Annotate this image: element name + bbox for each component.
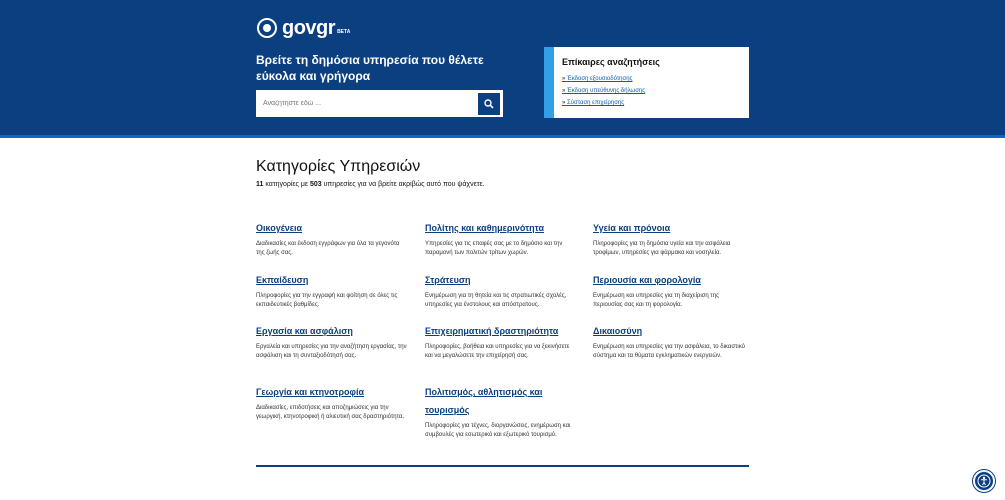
category-card — [256, 382, 408, 422]
category-link-justice[interactable]: Δικαιοσύνη — [593, 326, 643, 336]
category-description: Ενημέρωση για τη θητεία και τις στρατιωτικές σχολές, υπηρεσίες για ένστολους και απόστρατους. — [425, 293, 567, 308]
category-card — [256, 218, 408, 258]
section-divider — [256, 465, 749, 467]
category-link-citizen[interactable]: Πολίτης και καθημερινότητα — [425, 223, 544, 233]
category-card — [425, 218, 577, 258]
category-link-culture[interactable]: Πολιτισμός, αθλητισμός και τουρισμός — [425, 387, 543, 415]
hero-title — [256, 52, 486, 84]
category-description: Διαδικασίες και έκδοση εγγράφων για όλα τα γεγονότα της ζωής σας. — [256, 241, 400, 256]
category-description: Ενημέρωση και υπηρεσίες για τη διαχείριση της περιουσίας σας και τη φορολογία. — [593, 293, 719, 308]
trending-link-business-setup[interactable]: » Σύσταση επιχείρησης — [562, 97, 741, 109]
category-link-property-tax[interactable]: Περιουσία και φορολογία — [593, 275, 701, 285]
category-description: Διαδικασίες, επιδοτήσεις και αποζημιώσεις για την γεωργική, κτηνοτροφική ή αλιευτική σας δραστηριότητα. — [256, 405, 405, 420]
category-card — [256, 321, 408, 361]
category-link-military[interactable]: Στράτευση — [425, 275, 471, 285]
category-card — [593, 270, 745, 310]
category-description: Ενημέρωση και υπηρεσίες για την ασφάλεια, το δικαστικό σύστημα και τα θύματα εγκληματικών ενεργειών. — [593, 344, 745, 359]
category-card — [593, 321, 745, 361]
category-description: Πληροφορίες για τη δημόσια υγεία και την ασφάλεια τροφίμων, υπηρεσίες για φάρμακα και νοσηλεία. — [593, 241, 731, 256]
search-box — [256, 90, 503, 117]
accessibility-button[interactable] — [973, 470, 995, 492]
category-link-employment[interactable]: Εργασία και ασφάλιση — [256, 326, 353, 336]
category-description: Εργαλεία και υπηρεσίες για την αναζήτηση εργασίας, την ασφάλιση και τη συνταξιοδότησή σας. — [256, 344, 407, 359]
accessibility-icon — [977, 474, 991, 488]
category-link-agriculture[interactable]: Γεωργία και κτηνοτροφία — [256, 387, 364, 397]
trending-link-solemn-declaration[interactable]: » Έκδοση υπεύθυνης δήλωσης — [562, 85, 741, 97]
trending-title: Επίκαιρες αναζητήσεις — [562, 57, 660, 67]
category-link-education[interactable]: Εκπαίδευση — [256, 275, 309, 285]
logo-text: govgr — [282, 16, 336, 39]
hero-title-strong2: γρήγορα — [319, 69, 371, 83]
subtitle-part1: κατηγορίες με — [263, 181, 310, 188]
section-subtitle — [256, 181, 750, 188]
category-link-health[interactable]: Υγεία και πρόνοια — [593, 223, 671, 233]
category-link-business[interactable]: Επιχειρηματική δραστηριότητα — [425, 326, 559, 336]
category-link-family[interactable]: Οικογένεια — [256, 223, 303, 233]
search-button[interactable] — [478, 93, 500, 115]
section-title: Κατηγορίες Υπηρεσιών — [256, 158, 421, 175]
emblem-icon — [257, 18, 277, 38]
category-count: 11 — [256, 181, 264, 188]
hero-title-part1: Βρείτε τη δημόσια υπηρεσία που θέλετε — [256, 53, 484, 67]
hero-title-part2: και — [296, 69, 320, 83]
category-description: Πληροφορίες για την εγγραφή και φοίτηση σε όλες τις εκπαιδευτικές βαθμίδες. — [256, 293, 398, 308]
hero-title-strong1: εύκολα — [256, 69, 297, 83]
beta-badge: BETA — [337, 29, 351, 35]
govgr-logo[interactable] — [257, 16, 350, 40]
subtitle-part2: υπηρεσίες για να βρείτε ακριβώς αυτό που ψάχνετε. — [321, 181, 485, 188]
category-description: Πληροφορίες για τέχνες, διοργανώσεις, ενημέρωση και συμβουλές για εσωτερικό και εξωτερικό τουρισμό. — [425, 423, 571, 438]
category-card — [425, 321, 577, 361]
hero-banner — [0, 0, 1005, 138]
category-card — [593, 218, 745, 258]
category-description: Πληροφορίες, βοήθεια και υπηρεσίες για να ξεκινήσετε και να μεγαλώσετε την επιχείρησή σας. — [425, 344, 570, 359]
category-description: Υπηρεσίες για τις επαφές σας με το δημόσιο και την παραμονή των πολιτών τρίτων χωρών. — [425, 241, 563, 256]
category-card — [425, 270, 577, 310]
trending-link-authorization[interactable]: » Έκδοση εξουσιοδότησης — [562, 73, 741, 85]
search-icon — [484, 99, 494, 109]
services-count: 503 — [309, 181, 322, 188]
trending-searches-box — [544, 47, 749, 118]
category-card — [256, 270, 408, 310]
search-input[interactable] — [257, 91, 478, 116]
category-card — [425, 382, 571, 440]
categories-section — [256, 158, 750, 188]
